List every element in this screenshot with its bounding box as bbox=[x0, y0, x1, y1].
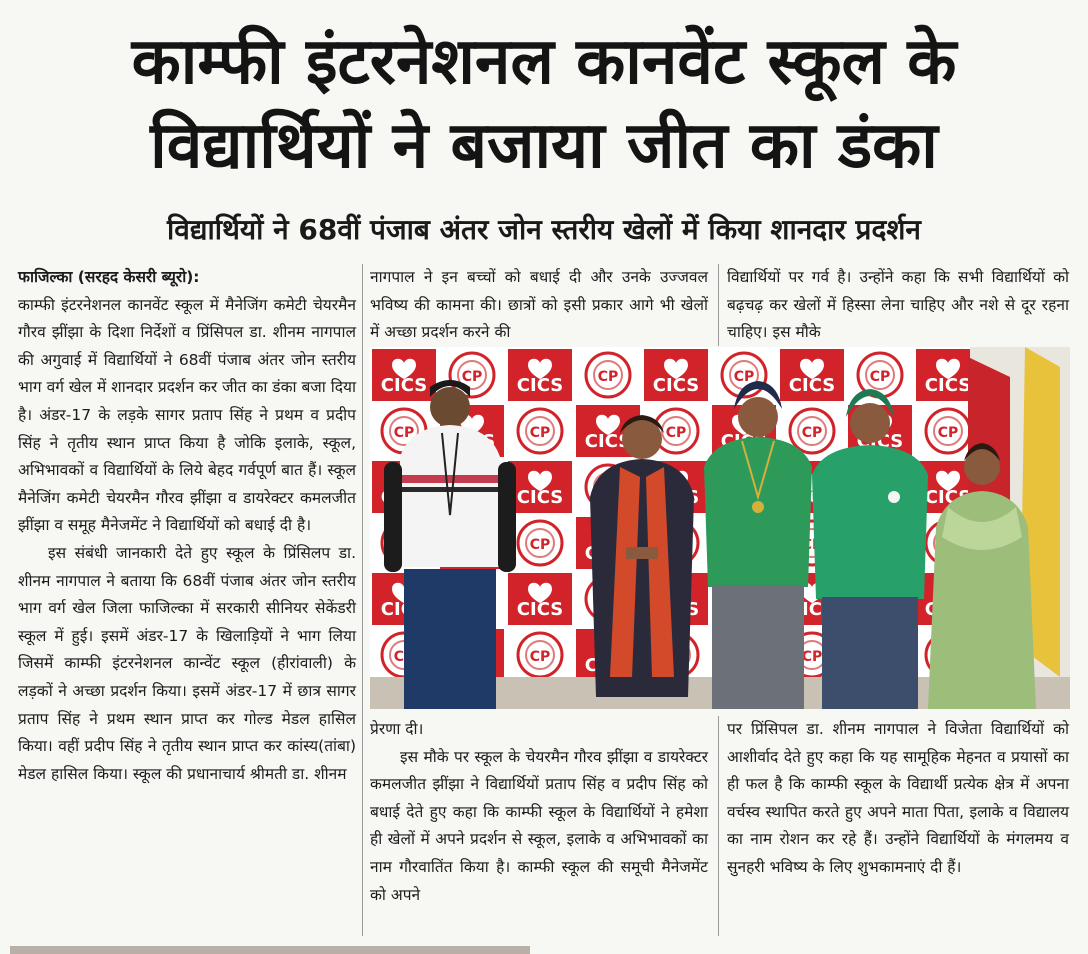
column-3-bottom-text: पर प्रिंसिपल डा. शीनम नागपाल ने विजेता विद्यार्थियों को आशीर्वाद देते हुए कहा कि यह सामूहिक मेहनत व प्रयासों का ही फल है कि काम्फी स्कूल के विद्यार्थी प्रत्येक क्षेत्र में अपना वर्चस्व स्थापित करते हुए अपने माता पिता, इलाके व विद्यालय का नाम रोशन कर रहे हैं। उन्होंने विद्यार्थियों के मंगलमय व सुनहरी भविष्य के लिए शुभकामनाएं दी हैं। bbox=[727, 720, 1069, 876]
column-3-top-text: विद्यार्थियों पर गर्व है। उन्होंने कहा कि सभी विद्यार्थियों को बढ़चढ़ कर खेलों में हिस्सा लेना चाहिए और नशे से दूर रहना चाहिए। इस मौके bbox=[727, 268, 1069, 342]
next-article-photo-edge bbox=[10, 946, 530, 954]
headline bbox=[0, 20, 1088, 188]
article-column-3-bottom bbox=[727, 716, 1069, 882]
students-photo-illustration bbox=[370, 347, 1070, 709]
article-column-1 bbox=[18, 264, 356, 788]
column-2-top-text: नागपाल ने इन बच्चों को बधाई दी और उनके उज्जवल भविष्य की कामना की। छात्रों को इसी प्रकार आगे भी खेलों में अच्छा प्रदर्शन करने की bbox=[370, 268, 708, 342]
column-divider bbox=[362, 264, 363, 936]
column-2-bottom-lead: प्रेरणा दी। bbox=[370, 720, 424, 738]
column-1-paragraph-2: इस संबंधी जानकारी देते हुए स्कूल के प्रिंसिलप डा. शीनम नागपाल ने बताया कि 68वीं पंजाब अंतर जोन स्तरीय भाग वर्ग खेल जिला फाजिल्का में सरकारी सीनियर सेकेंडरी स्कूल में हुई। इसमें अंडर-17 के खिलाड़ियों ने भाग लिया जिसमें काम्फी इंटरनेशनल कान्वेंट स्कूल (हीरांवाली) के लड़कों ने अच्छा प्रदर्शन किया। इसमें अंडर-17 में छात्र सागर प्रताप सिंह ने प्रथम स्थान प्राप्त कर गोल्ड मेडल हासिल किया। वहीं प्रदीप सिंह ने तृतीय स्थान प्राप्त कर कांस्य(तांबा) मेडल हासिल किया। स्कूल की प्रधानाचार्य श्रीमती डा. शीनम bbox=[18, 543, 356, 783]
news-photo bbox=[370, 347, 1070, 709]
column-divider bbox=[718, 264, 719, 346]
column-1-paragraph-1: काम्फी इंटरनेशनल कानवेंट स्कूल में मैनेजिंग कमेटी चेयरमैन गौरव झींझा के दिशा निर्देशों व प्रिंसिपल डा. शीनम नागपाल की अगुवाई में विद्यार्थियों ने 68वीं पंजाब अंतर जोन स्तरीय भाग वर्ग खेल में शानदार प्रदर्शन कर जीत का डंका बजा दिया है। अंडर-17 के लड़के सागर प्रताप सिंह ने प्रथम व प्रदीप सिंह ने तृतीय स्थान प्राप्त किया है जोकि इलाके, स्कूल, अभिभावकों व विद्यार्थियों के लिये बेहद गर्वपूर्ण बात हैं। स्कूल मैनेजिंग कमेटी चेयरमैन गौरव झींझा व डायरेक्टर कमलजीत झींझा व समूह मैनेजमेंट ने विद्यार्थियों को बधाई दी है। bbox=[18, 295, 356, 535]
article-column-3-top bbox=[727, 264, 1069, 347]
dateline: फाजिल्का (सरहद केसरी ब्यूरो): bbox=[18, 268, 200, 286]
article-column-2-top bbox=[370, 264, 708, 347]
headline-line-2: विद्यार्थियों ने बजाया जीत का डंका bbox=[150, 109, 938, 183]
subheadline: विद्यार्थियों ने 68वीं पंजाब अंतर जोन स्तरीय खेलों में किया शानदार प्रदर्शन bbox=[167, 213, 921, 246]
article-column-2-bottom bbox=[370, 716, 708, 909]
column-2-bottom-paragraph: इस मौके पर स्कूल के चेयरमैन गौरव झींझा व डायरेक्टर कमलजीत झींझा ने विद्यार्थियों प्रताप सिंह व प्रदीप सिंह को बधाई देते हुए कहा कि काम्फी स्कूल के विद्यार्थियों ने हमेशा ही खेलों में अपने प्रदर्शन से स्कूल, इलाके व अभिभावकों का नाम गौरवातिंत किया है। काम्फी स्कूल की समूची मैनेजमेंट को अपने bbox=[370, 747, 708, 904]
column-divider bbox=[718, 716, 719, 936]
headline-line-1: काम्फी इंटरनेशनल कानवेंट स्कूल के bbox=[131, 25, 957, 99]
